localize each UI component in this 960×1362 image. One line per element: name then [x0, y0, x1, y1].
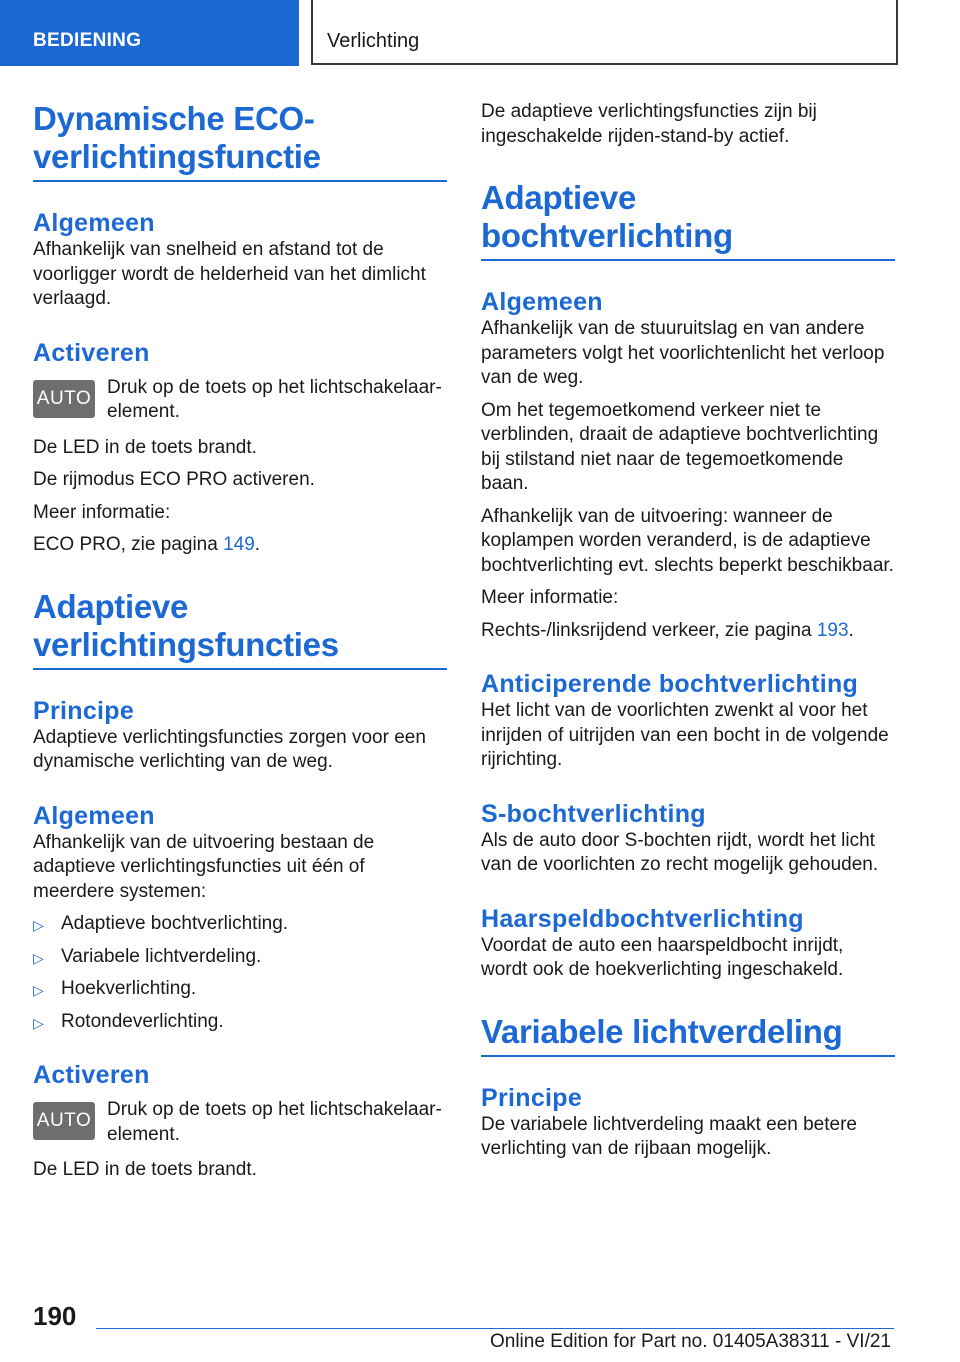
chapter-label: Verlichting	[327, 30, 420, 52]
general-heading: Algemeen	[33, 801, 155, 830]
section-tab	[0, 0, 299, 66]
chapter-tab	[311, 0, 898, 65]
led-text: De LED in de toets brandt.	[33, 1159, 257, 1180]
activate-row	[33, 1098, 447, 1150]
eco-general-heading: Algemeen	[33, 209, 155, 237]
curve-general-text-3: Afhankelijk van de uitvoering: wanneer de koplampen worden veranderd, is de adaptieve bochtverlichting evt. slechts beperkt beschikbaar.	[481, 505, 894, 576]
auto-button-icon: AUTO	[33, 1102, 95, 1140]
activate-text: Druk op de toets op het lichtschakelaar-element.	[107, 1099, 442, 1145]
anticipating-text: Het licht van de voorlichten zwenkt al voor het inrijden of uitrijden van een bocht in de volgende rijrichting.	[481, 700, 889, 770]
eco-more-text: Meer informatie:	[33, 501, 171, 523]
variable-principle-heading: Principe	[481, 1083, 583, 1112]
general-text: Afhankelijk van de uitvoering bestaan de adaptieve verlichtingsfuncties uit één of meerdere systemen:	[33, 831, 375, 902]
curve-title: Adaptieve bochtverlichting	[481, 179, 895, 261]
variable-title: Variabele lichtverdeling	[481, 1013, 895, 1057]
s-curve-heading: S-bochtverlichting	[481, 799, 706, 828]
edition-footer: Online Edition for Part no. 01405A38311 - VI/21	[489, 1331, 891, 1352]
principle-text: Adaptieve verlichtingsfuncties zorgen voor een dynamische verlichting van de weg.	[33, 726, 426, 772]
activate-heading: Activeren	[33, 1061, 150, 1089]
eco-general-text: Afhankelijk van snelheid en afstand tot de voorligger wordt de helderheid van het dimlicht verlaagd.	[33, 239, 426, 309]
eco-mode-text: De rijmodus ECO PRO activeren.	[33, 469, 315, 490]
hairpin-text: Voordat de auto een haarspeldbocht inrijdt, wordt ook de hoekverlichting ingeschakeld.	[481, 934, 844, 980]
section-label: BEDIENING	[33, 30, 142, 51]
curve-reference: Rechts-/linksrijdend verkeer, zie pagina 193.	[481, 619, 854, 641]
eco-activate-text: Druk op de toets op het lichtschakelaar-element.	[107, 376, 442, 422]
auto-button-icon: AUTO	[33, 380, 95, 418]
eco-led-text: De LED in de toets brandt.	[33, 436, 257, 458]
intro-text: De adaptieve verlichtingsfuncties zijn bij ingeschakelde rijden-stand-by actief.	[481, 101, 817, 147]
principle-heading: Principe	[33, 696, 135, 725]
eco-activate-heading: Activeren	[33, 338, 150, 367]
triangle-bullet-icon: ▷	[33, 949, 44, 966]
left-column	[33, 100, 447, 1183]
triangle-bullet-icon: ▷	[33, 1014, 44, 1031]
anticipating-heading: Anticiperende bochtverlichting	[481, 670, 859, 698]
curve-general-heading: Algemeen	[481, 288, 603, 316]
curve-general-text-2: Om het tegemoetkomend verkeer niet te verblinden, draait de adaptieve bochtverlichting bij stilstand niet naar de tegemoetkomende baan.	[481, 399, 879, 494]
hairpin-heading: Haarspeldbochtverlichting	[481, 904, 804, 933]
adaptive-title: Adaptieve verlichtingsfuncties	[33, 588, 447, 670]
curve-more-text: Meer informatie:	[481, 587, 619, 608]
systems-list	[33, 912, 447, 1034]
page-number: 190	[33, 1301, 77, 1331]
page-link-193[interactable]: 193	[816, 619, 849, 641]
right-column	[481, 100, 895, 1162]
eco-reference: ECO PRO, zie pagina 149.	[33, 534, 261, 555]
variable-principle-text: De variabele lichtverdeling maakt een betere verlichting van de rijbaan mogelijk.	[481, 1113, 857, 1159]
triangle-bullet-icon: ▷	[33, 917, 44, 933]
list-item: ▷ Rotondeverlichting.	[33, 1010, 447, 1035]
list-item: ▷ Variabele lichtverdeling.	[33, 945, 447, 970]
page-link-149[interactable]: 149	[223, 534, 255, 555]
list-item: ▷ Hoekverlichting.	[33, 977, 447, 1002]
triangle-bullet-icon: ▷	[33, 982, 44, 998]
footer-divider	[96, 1328, 894, 1329]
eco-activate-row	[33, 376, 447, 428]
s-curve-text: Als de auto door S-bochten rijdt, wordt het licht van de voorlichten zo recht mogelijk gehouden.	[481, 829, 879, 875]
curve-general-text-1: Afhankelijk van de stuuruitslag en van andere parameters volgt het voorlichtenlicht het verloop van de weg.	[481, 318, 885, 388]
eco-title: Dynamische ECO-verlichtingsfunctie	[33, 100, 447, 182]
list-item: ▷ Adaptieve bochtverlichting.	[33, 912, 447, 937]
